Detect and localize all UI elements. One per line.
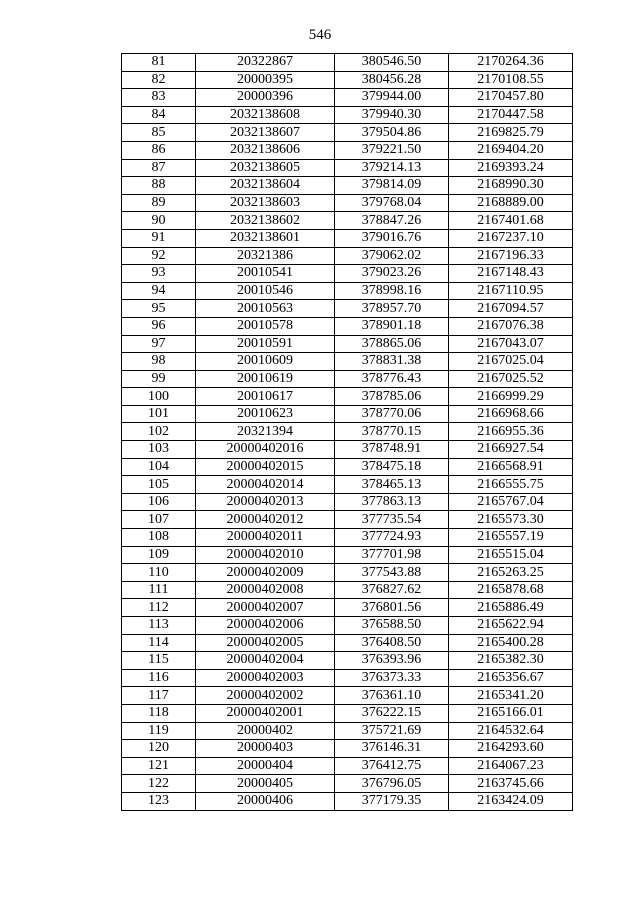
row-index-cell: 90 [122,212,196,230]
row-index-cell: 116 [122,669,196,687]
x-coordinate-cell: 378831.38 [335,353,449,371]
point-id-cell: 20010609 [196,353,335,371]
point-id-cell: 20000402006 [196,617,335,635]
y-coordinate-cell: 2167025.52 [449,370,573,388]
y-coordinate-cell: 2167094.57 [449,300,573,318]
y-coordinate-cell: 2167148.43 [449,265,573,283]
point-id-cell: 2032138601 [196,229,335,247]
row-index-cell: 86 [122,141,196,159]
x-coordinate-cell: 376801.56 [335,599,449,617]
y-coordinate-cell: 2165767.04 [449,493,573,511]
row-index-cell: 112 [122,599,196,617]
point-id-cell: 20000402011 [196,529,335,547]
x-coordinate-cell: 378957.70 [335,300,449,318]
point-id-cell: 2032138603 [196,194,335,212]
point-id-cell: 20000404 [196,757,335,775]
table-row [122,634,573,652]
x-coordinate-cell: 377543.88 [335,564,449,582]
row-index-cell: 108 [122,529,196,547]
row-index-cell: 81 [122,54,196,72]
table-row [122,89,573,107]
row-index-cell: 122 [122,775,196,793]
table-row [122,106,573,124]
x-coordinate-cell: 379062.02 [335,247,449,265]
point-id-cell: 20000406 [196,792,335,810]
row-index-cell: 85 [122,124,196,142]
y-coordinate-cell: 2170264.36 [449,54,573,72]
y-coordinate-cell: 2166955.36 [449,423,573,441]
point-id-cell: 20000402013 [196,493,335,511]
table-row [122,177,573,195]
point-id-cell: 20322867 [196,54,335,72]
row-index-cell: 115 [122,652,196,670]
y-coordinate-cell: 2166968.66 [449,405,573,423]
coordinates-table [121,53,573,811]
table-row [122,669,573,687]
y-coordinate-cell: 2165622.94 [449,617,573,635]
table-row [122,124,573,142]
y-coordinate-cell: 2167110.95 [449,282,573,300]
y-coordinate-cell: 2167076.38 [449,317,573,335]
point-id-cell: 20000405 [196,775,335,793]
point-id-cell: 20000402009 [196,564,335,582]
table-row [122,229,573,247]
row-index-cell: 103 [122,441,196,459]
x-coordinate-cell: 378847.26 [335,212,449,230]
table-row [122,617,573,635]
point-id-cell: 20010541 [196,265,335,283]
x-coordinate-cell: 378901.18 [335,317,449,335]
table-row [122,54,573,72]
x-coordinate-cell: 379221.50 [335,141,449,159]
y-coordinate-cell: 2165400.28 [449,634,573,652]
x-coordinate-cell: 376796.05 [335,775,449,793]
table-row [122,317,573,335]
table-row [122,300,573,318]
y-coordinate-cell: 2164293.60 [449,740,573,758]
y-coordinate-cell: 2165341.20 [449,687,573,705]
row-index-cell: 119 [122,722,196,740]
y-coordinate-cell: 2165878.68 [449,581,573,599]
row-index-cell: 94 [122,282,196,300]
point-id-cell: 2032138607 [196,124,335,142]
table-row [122,529,573,547]
x-coordinate-cell: 379504.86 [335,124,449,142]
y-coordinate-cell: 2165263.25 [449,564,573,582]
row-index-cell: 107 [122,511,196,529]
table-row [122,564,573,582]
y-coordinate-cell: 2166927.54 [449,441,573,459]
y-coordinate-cell: 2168889.00 [449,194,573,212]
x-coordinate-cell: 379016.76 [335,229,449,247]
y-coordinate-cell: 2167196.33 [449,247,573,265]
table-row [122,792,573,810]
x-coordinate-cell: 379023.26 [335,265,449,283]
y-coordinate-cell: 2169393.24 [449,159,573,177]
y-coordinate-cell: 2166568.91 [449,458,573,476]
x-coordinate-cell: 378465.13 [335,476,449,494]
point-id-cell: 20000402003 [196,669,335,687]
point-id-cell: 2032138602 [196,212,335,230]
table-row [122,546,573,564]
point-id-cell: 20010546 [196,282,335,300]
x-coordinate-cell: 380456.28 [335,71,449,89]
x-coordinate-cell: 378998.16 [335,282,449,300]
row-index-cell: 91 [122,229,196,247]
y-coordinate-cell: 2163424.09 [449,792,573,810]
x-coordinate-cell: 378865.06 [335,335,449,353]
x-coordinate-cell: 377179.35 [335,792,449,810]
x-coordinate-cell: 378770.15 [335,423,449,441]
x-coordinate-cell: 376827.62 [335,581,449,599]
table-row [122,458,573,476]
point-id-cell: 20010619 [196,370,335,388]
x-coordinate-cell: 376146.31 [335,740,449,758]
table-row [122,757,573,775]
x-coordinate-cell: 378475.18 [335,458,449,476]
point-id-cell: 2032138604 [196,177,335,195]
row-index-cell: 96 [122,317,196,335]
point-id-cell: 20000402016 [196,441,335,459]
table-row [122,652,573,670]
table-row [122,722,573,740]
point-id-cell: 20000402007 [196,599,335,617]
y-coordinate-cell: 2165356.67 [449,669,573,687]
x-coordinate-cell: 378748.91 [335,441,449,459]
x-coordinate-cell: 376408.50 [335,634,449,652]
point-id-cell: 2032138605 [196,159,335,177]
y-coordinate-cell: 2167025.04 [449,353,573,371]
y-coordinate-cell: 2166999.29 [449,388,573,406]
point-id-cell: 2032138606 [196,141,335,159]
row-index-cell: 92 [122,247,196,265]
row-index-cell: 87 [122,159,196,177]
table-row [122,388,573,406]
table-row [122,247,573,265]
x-coordinate-cell: 379940.30 [335,106,449,124]
x-coordinate-cell: 377701.98 [335,546,449,564]
point-id-cell: 20010563 [196,300,335,318]
page-number: 546 [308,27,332,43]
point-id-cell: 20000402014 [196,476,335,494]
coordinates-table-body [122,54,573,811]
point-id-cell: 2032138608 [196,106,335,124]
y-coordinate-cell: 2167043.07 [449,335,573,353]
y-coordinate-cell: 2170108.55 [449,71,573,89]
y-coordinate-cell: 2169825.79 [449,124,573,142]
table-row [122,141,573,159]
x-coordinate-cell: 375721.69 [335,722,449,740]
x-coordinate-cell: 377735.54 [335,511,449,529]
row-index-cell: 83 [122,89,196,107]
table-row [122,335,573,353]
point-id-cell: 20000402004 [196,652,335,670]
y-coordinate-cell: 2163745.66 [449,775,573,793]
x-coordinate-cell: 376222.15 [335,704,449,722]
x-coordinate-cell: 377863.13 [335,493,449,511]
point-id-cell: 20321394 [196,423,335,441]
row-index-cell: 88 [122,177,196,195]
y-coordinate-cell: 2170457.80 [449,89,573,107]
x-coordinate-cell: 376588.50 [335,617,449,635]
point-id-cell: 20010623 [196,405,335,423]
row-index-cell: 99 [122,370,196,388]
table-row [122,687,573,705]
y-coordinate-cell: 2164067.23 [449,757,573,775]
point-id-cell: 20000402005 [196,634,335,652]
point-id-cell: 20000402002 [196,687,335,705]
x-coordinate-cell: 377724.93 [335,529,449,547]
table-row [122,353,573,371]
row-index-cell: 105 [122,476,196,494]
point-id-cell: 20010617 [196,388,335,406]
table-row [122,212,573,230]
row-index-cell: 104 [122,458,196,476]
row-index-cell: 82 [122,71,196,89]
x-coordinate-cell: 379768.04 [335,194,449,212]
point-id-cell: 20000402008 [196,581,335,599]
point-id-cell: 20000403 [196,740,335,758]
point-id-cell: 20010578 [196,317,335,335]
row-index-cell: 95 [122,300,196,318]
y-coordinate-cell: 2165166.01 [449,704,573,722]
row-index-cell: 106 [122,493,196,511]
point-id-cell: 20000402001 [196,704,335,722]
table-row [122,265,573,283]
point-id-cell: 20000395 [196,71,335,89]
table-row [122,441,573,459]
row-index-cell: 120 [122,740,196,758]
row-index-cell: 101 [122,405,196,423]
row-index-cell: 100 [122,388,196,406]
y-coordinate-cell: 2165382.30 [449,652,573,670]
y-coordinate-cell: 2169404.20 [449,141,573,159]
row-index-cell: 89 [122,194,196,212]
x-coordinate-cell: 376361.10 [335,687,449,705]
table-row [122,581,573,599]
row-index-cell: 110 [122,564,196,582]
row-index-cell: 121 [122,757,196,775]
y-coordinate-cell: 2170447.58 [449,106,573,124]
x-coordinate-cell: 378785.06 [335,388,449,406]
table-row [122,704,573,722]
table-row [122,71,573,89]
row-index-cell: 117 [122,687,196,705]
x-coordinate-cell: 379814.09 [335,177,449,195]
table-row [122,194,573,212]
y-coordinate-cell: 2167401.68 [449,212,573,230]
y-coordinate-cell: 2165886.49 [449,599,573,617]
row-index-cell: 84 [122,106,196,124]
table-row [122,775,573,793]
point-id-cell: 20010591 [196,335,335,353]
row-index-cell: 98 [122,353,196,371]
x-coordinate-cell: 380546.50 [335,54,449,72]
x-coordinate-cell: 376373.33 [335,669,449,687]
table-row [122,511,573,529]
row-index-cell: 114 [122,634,196,652]
x-coordinate-cell: 379214.13 [335,159,449,177]
x-coordinate-cell: 376393.96 [335,652,449,670]
y-coordinate-cell: 2167237.10 [449,229,573,247]
table-row [122,282,573,300]
table-row [122,159,573,177]
row-index-cell: 123 [122,792,196,810]
x-coordinate-cell: 376412.75 [335,757,449,775]
table-row [122,405,573,423]
y-coordinate-cell: 2165515.04 [449,546,573,564]
row-index-cell: 118 [122,704,196,722]
row-index-cell: 111 [122,581,196,599]
y-coordinate-cell: 2165573.30 [449,511,573,529]
table-row [122,740,573,758]
y-coordinate-cell: 2165557.19 [449,529,573,547]
x-coordinate-cell: 379944.00 [335,89,449,107]
row-index-cell: 97 [122,335,196,353]
point-id-cell: 20000402012 [196,511,335,529]
row-index-cell: 102 [122,423,196,441]
table-row [122,423,573,441]
row-index-cell: 113 [122,617,196,635]
y-coordinate-cell: 2164532.64 [449,722,573,740]
point-id-cell: 20000402015 [196,458,335,476]
y-coordinate-cell: 2166555.75 [449,476,573,494]
table-row [122,493,573,511]
row-index-cell: 109 [122,546,196,564]
point-id-cell: 20000402010 [196,546,335,564]
point-id-cell: 20321386 [196,247,335,265]
table-row [122,370,573,388]
x-coordinate-cell: 378776.43 [335,370,449,388]
row-index-cell: 93 [122,265,196,283]
point-id-cell: 20000402 [196,722,335,740]
table-row [122,599,573,617]
table-row [122,476,573,494]
x-coordinate-cell: 378770.06 [335,405,449,423]
y-coordinate-cell: 2168990.30 [449,177,573,195]
point-id-cell: 20000396 [196,89,335,107]
